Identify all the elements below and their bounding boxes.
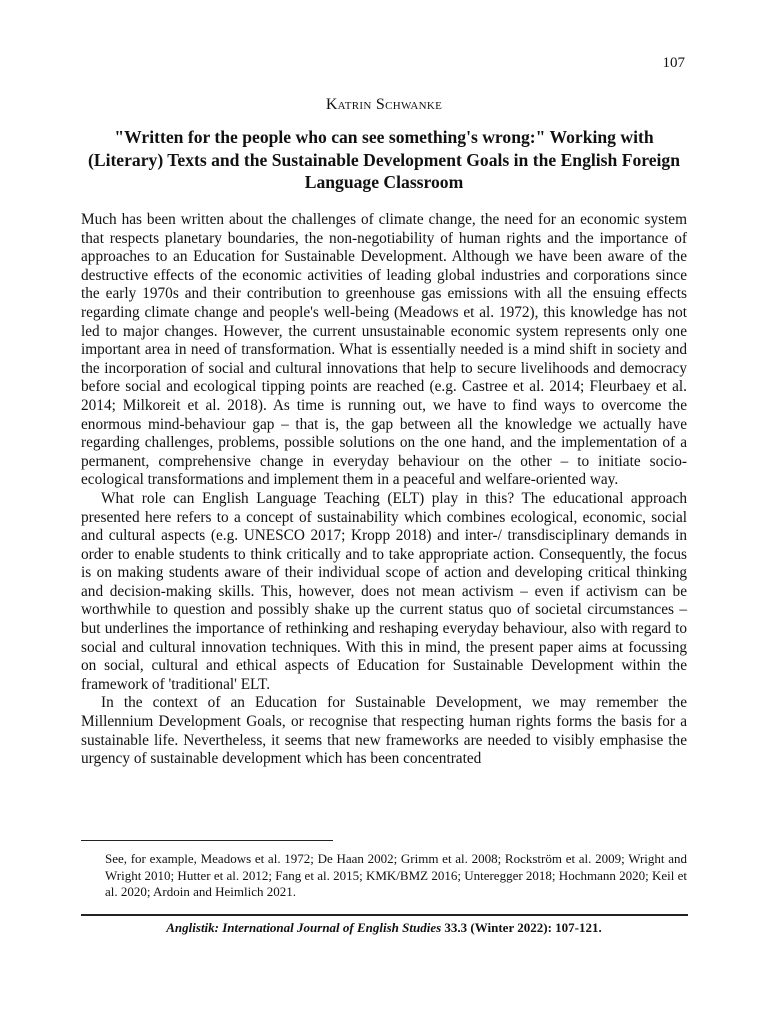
body-paragraph-1: Much has been written about the challenges of climate change, the need for an economic system that respects planetary boundaries, the non-negotiability of human rights and the importance of approaches to an Education for Sustainable Development. Although we have been aware of the destructive effects of the economic activities of leading global industries and corporations since the early 1970s and their contribution to greenhouse gas emissions with all the ensuing effects regarding climate change and people's well-being (Meadows et al. 1972), this knowledge has not led to major changes. However, the current unsustainable economic system represents only one important area in need of transformation. What is essentially needed is a mind shift in society and the incorporation of social and cultural innovations that help to secure livelihoods and democracy before social and ecological tipping points are reached (e.g. Castree et al. 2014; Fleurbaey et al. 2014; Milkoreit et al. 2018). As time is running out, we have to find ways to overcome the enormous mind-behaviour gap – that is, the gap between all the knowledge we actually have regarding challenges, problems, possible solutions on the one hand, and the implementation of a permanent, comprehensive change in everyday behaviour on the other – to initiate socio-ecological transformations and implement them in a peaceful and welfare-oriented way.	[81, 211, 687, 489]
body-paragraph-2: What role can English Language Teaching (ELT) play in this? The educational approach presented here refers to a concept of sustainability which combines ecological, economic, social and cultural aspects (e.g. UNESCO 2017; Kropp 2018) and inter-/ transdisciplinary demands in order to enable students to think critically and to take appropriate action. Consequently, the focus is on making students aware of their individual scope of action and developing critical thinking and decision-making skills. This, however, does not mean activism – even if activism can be worthwhile to question and possibly shake up the current status quo of societal circumstances – but underlines the importance of rethinking and reshaping everyday behaviour, also with regard to social and cultural innovation techniques. With this in mind, the present paper aims at focussing on social, cultural and ethical aspects of Education for Sustainable Development within the framework of 'traditional' ELT.	[81, 489, 687, 693]
journal-citation: 33.3 (Winter 2022): 107-121.	[441, 920, 602, 935]
footer-divider	[81, 914, 688, 916]
author-name: Katrin Schwanke	[325, 96, 443, 113]
footnote: See, for example, Meadows et al. 1972; De Haan 2002; Grimm et al. 2008; Rockström et al. 2009; Wright and Wright 2010; Hutter et al. 2012; Fang et al. 2015; KMK/BMZ 2016; Unteregger 2018; Hochmann 2020; Keil et al. 2020; Ardoin and Heimlich 2021.	[105, 851, 687, 900]
footnote-divider	[81, 840, 333, 841]
body-paragraph-3: In the context of an Education for Sustainable Development, we may remember the Millennium Development Goals, or recognise that respecting human rights forms the basis for a sustainable life. Nevertheless, it seems that new frameworks are needed to visibly emphasise the urgency of sustainable development which has been concentrated	[81, 694, 687, 768]
journal-footer	[0, 920, 768, 936]
page-number: 107	[662, 55, 685, 71]
article-title: "Written for the people who can see something's wrong:" Working with (Literary) Texts and the Sustainable Development Goals in the English Foreign Language Classroom	[87, 127, 681, 192]
article-body	[81, 211, 687, 769]
journal-name: Anglistik: International Journal of English Studies	[166, 920, 442, 935]
